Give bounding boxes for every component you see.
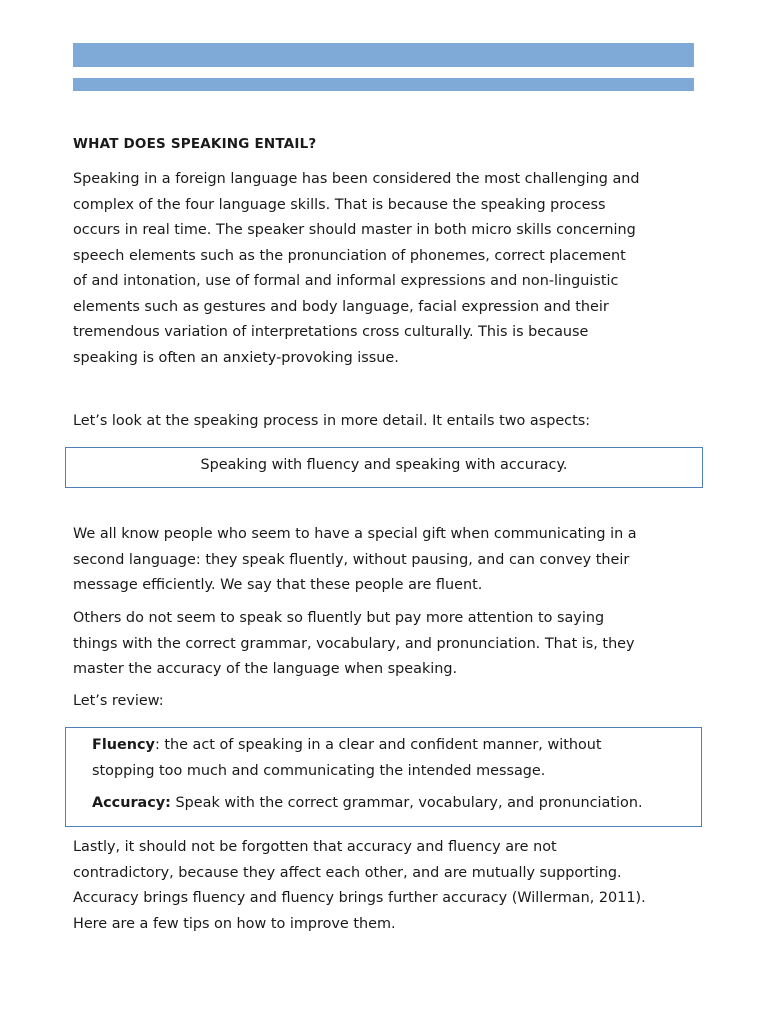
- accuracy-definition: [92, 791, 662, 817]
- closing-line: Here are a few tips on how to improve them.: [73, 915, 396, 932]
- closing-line: Accuracy brings fluency and fluency brings further accuracy (Willerman, 2011).: [73, 890, 646, 906]
- heading-text: HAT DOES SPEAKING ENTAIL?: [88, 136, 317, 152]
- fluency-definition-line1: : the act of speaking in a clear and confident manner, without: [154, 737, 602, 753]
- accuracy-definition-text: Speak with the correct grammar, vocabulary, and pronunciation.: [170, 795, 643, 811]
- fluent-line: We all know people who seem to have a special gift when communicating in a: [73, 526, 637, 542]
- closing-paragraph: [73, 835, 698, 937]
- intro-line: tremendous variation of interpretations cross culturally. This is because: [73, 324, 589, 340]
- accurate-line: Others do not seem to speak so fluently but pay more attention to saying: [73, 610, 605, 626]
- intro-paragraph: [73, 167, 693, 371]
- intro-line: of and intonation, use of formal and informal expressions and non-linguistic: [73, 273, 619, 289]
- accurate-line: things with the correct grammar, vocabulary, and pronunciation. That is, they: [73, 635, 635, 652]
- header-divider-bar: [73, 78, 694, 91]
- fluent-line: second language: they speak fluently, without pausing, and can convey their: [73, 551, 630, 568]
- intro-line: speech elements such as the pronunciation of phonemes, correct placement: [73, 247, 626, 264]
- accuracy-term: Accuracy:: [92, 795, 171, 811]
- header-banner-bar: [73, 43, 694, 67]
- fluency-term: Fluency: [92, 737, 155, 753]
- aspects-callout-box: [65, 447, 703, 488]
- intro-line: speaking is often an anxiety-provoking issue.: [73, 349, 399, 366]
- intro-line: Speaking in a foreign language has been considered the most challenging and: [73, 171, 640, 187]
- intro-line: elements such as gestures and body language, facial expression and their: [73, 298, 609, 315]
- review-label: Let’s review:: [73, 693, 164, 709]
- intro-line: complex of the four language skills. That is because the speaking process: [73, 196, 606, 213]
- fluent-line: message efficiently. We say that these people are fluent.: [73, 577, 483, 593]
- aspects-callout-text: Speaking with fluency and speaking with accuracy.: [200, 457, 568, 473]
- section-heading: [73, 136, 316, 152]
- heading-initial: W: [73, 136, 89, 152]
- closing-line: contradictory, because they affect each other, and are mutually supporting.: [73, 864, 622, 881]
- fluency-definition-line2: stopping too much and communicating the intended message.: [92, 762, 546, 779]
- fluent-paragraph: [73, 522, 693, 599]
- accurate-paragraph: [73, 606, 693, 683]
- fluency-definition: [92, 733, 662, 784]
- definitions-box: [65, 727, 702, 827]
- intro-line: occurs in real time. The speaker should master in both micro skills concerning: [73, 222, 636, 238]
- process-intro-paragraph: Let’s look at the speaking process in more detail. It entails two aspects:: [73, 413, 591, 429]
- accurate-line: master the accuracy of the language when speaking.: [73, 661, 458, 677]
- closing-line: Lastly, it should not be forgotten that accuracy and fluency are not: [73, 839, 557, 855]
